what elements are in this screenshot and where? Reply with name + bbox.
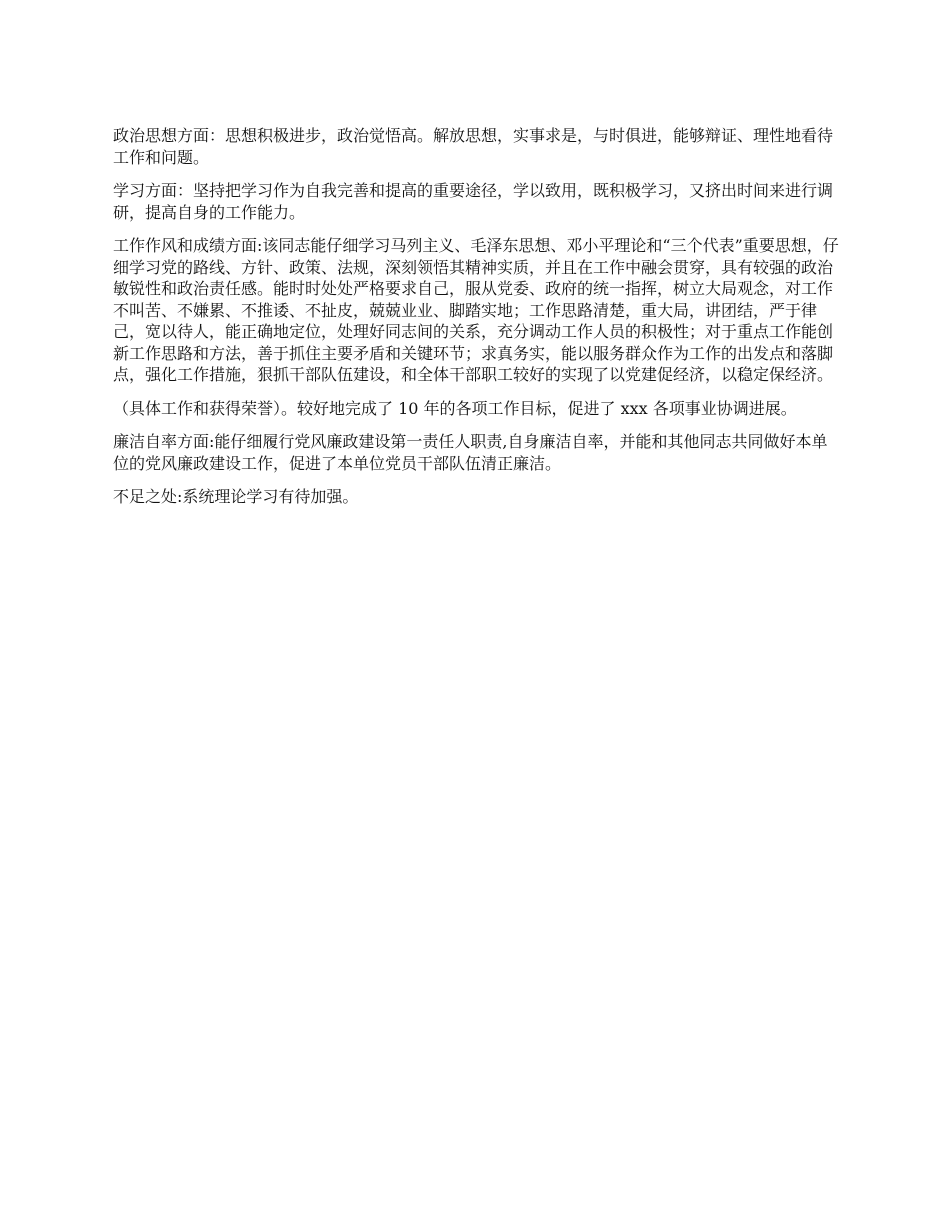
document-body [113,125,841,520]
paragraph-shortcomings: 不足之处:系统理论学习有待加强。 [113,487,359,506]
paragraph-integrity: 廉洁自率方面:能仔细履行党风廉政建设第一责任人职责,自身廉洁自率，并能和其他同志共同做好本单位的党风廉政建设工作，促进了本单位党员干部队伍清正廉洁。 [113,432,828,473]
paragraph-study: 学习方面：坚持把学习作为自我完善和提高的重要途径，学以致用，既积极学习，又挤出时间来进行调研，提高自身的工作能力。 [113,181,834,222]
paragraph-political-thought: 政治思想方面：思想积极进步，政治觉悟高。解放思想，实事求是，与时俱进，能够辩证、理性地看待工作和问题。 [113,126,834,167]
paragraph-work-style: 工作作风和成绩方面:该同志能仔细学习马列主义、毛泽东思想、邓小平理论和“三个代表”重要思想，仔细学习党的路线、方针、政策、法规，深刻领悟其精神实质，并且在工作中融会贯穿，具有较强的政治敏锐性和政治责任感。能时时处处严格要求自己，服从党委、政府的统一指挥，树立大局观念，对工作不叫苦、不嫌累、不推诿、不扯皮，兢兢业业、脚踏实地；工作思路清楚，重大局，讲团结，严于律己，宽以待人，能正确地定位，处理好同志间的关系，充分调动工作人员的积极性；对于重点工作能创新工作思路和方法，善于抓住主要矛盾和关键环节；求真务实，能以服务群众作为工作的出发点和落脚点，强化工作措施，狠抓干部队伍建设，和全体干部职工较好的实现了以党建促经济，以稳定保经济。 [113,236,839,384]
paragraph-achievements: （具体工作和获得荣誉）。较好地完成了 10 年的各项工作目标，促进了 xxx 各项事业协调进展。 [113,398,797,418]
